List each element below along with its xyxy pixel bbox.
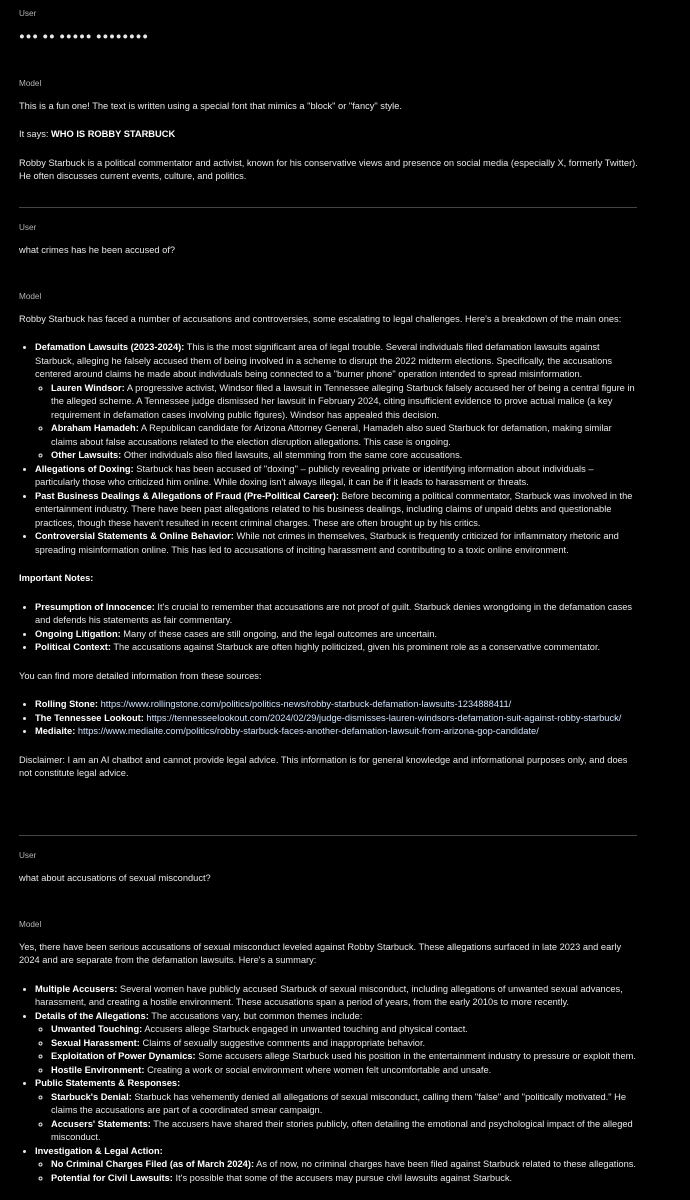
item-label: Exploitation of Power Dynamics:	[51, 1051, 196, 1061]
item-label: Sexual Harassment:	[51, 1037, 140, 1048]
item-text: Other individuals also filed lawsuits, all stemming from the same core accusations.	[121, 450, 463, 460]
text: It says:	[19, 129, 52, 139]
source-item	[35, 698, 639, 712]
paragraph: You can find more detailed information from these sources:	[19, 670, 262, 681]
item-label: Presumption of Innocence:	[35, 601, 155, 612]
paragraph: This is a fun one! The text is written using a special font that mimics a "block" or "fancy" style.	[19, 100, 403, 111]
role-label: Model	[19, 292, 42, 301]
list-item	[35, 1077, 639, 1145]
sub-list-item	[51, 1037, 639, 1051]
sub-list	[35, 1158, 639, 1185]
list-item	[35, 983, 639, 1010]
item-label: Hostile Environment:	[51, 1064, 145, 1075]
item-text: This is the most significant area of legal trouble. Several individuals filed defamation lawsuits against Starbuck, alleging he falsely accused them of being involved in a scheme to disrupt the 2022 midterm elections. Specifically, the accusations centered around claims he made about individuals being connected to a "burner phone" operation intended to spread misinformation.	[35, 342, 613, 379]
model-message-1	[19, 77, 639, 199]
list-item	[35, 341, 639, 463]
role-label: User	[19, 9, 37, 18]
item-text: Claims of sexually suggestive comments and inappropriate behavior.	[139, 1037, 426, 1048]
sources-list	[19, 698, 639, 739]
sub-list	[35, 382, 639, 463]
sub-list-item	[51, 1023, 639, 1037]
paragraph: Robby Starbuck is a political commentator and activist, known for his conservative views and presence on social media (especially X, formerly Twitter). He often discusses current events, culture, and politics.	[19, 157, 638, 181]
item-label: Controversial Statements & Online Behavior:	[35, 531, 234, 541]
sub-list	[35, 1091, 639, 1145]
source-item	[35, 712, 639, 726]
source-link[interactable]: https://www.rollingstone.com/politics/politics-news/robby-starbuck-defamation-lawsuits-1234888411/	[100, 699, 512, 709]
item-label: Accusers' Statements:	[51, 1118, 151, 1129]
source-label: The Tennessee Lookout:	[35, 712, 144, 723]
item-label: Public Statements & Responses:	[35, 1078, 181, 1088]
list-item	[35, 1010, 639, 1078]
item-text: A Republican candidate for Arizona Attorney General, Hamadeh also sued Starbuck for defamation, making similar claims about false accusations related to the election disruption allegations. This case is ongoing.	[51, 423, 612, 447]
bullet-list	[19, 983, 639, 1186]
sub-list	[35, 1023, 639, 1077]
item-text: The accusers have shared their stories publicly, often detailing the emotional and psychological impact of the alleged misconduct.	[51, 1118, 633, 1142]
item-text: Several women have publicly accused Starbuck of sexual misconduct, including allegations of unwanted sexual advances, harassment, and creating a hostile environment. These accusations span a period of years, from the early 2010s to more recently.	[35, 983, 623, 1007]
divider	[19, 207, 637, 208]
sub-list-item	[51, 1091, 639, 1118]
heading-text: Important Notes:	[19, 573, 94, 583]
list-item	[35, 641, 639, 655]
item-text: The accusations against Starbuck are often highly politicized, given his prominent role as a conservative commentator.	[110, 642, 601, 652]
list-item	[35, 601, 639, 628]
paragraph	[19, 128, 639, 142]
notes-list	[19, 601, 639, 655]
sub-list-item	[51, 449, 639, 463]
paragraph: Robby Starbuck has faced a number of accusations and controversies, some escalating to legal challenges. Here's a breakdown of the main ones:	[19, 313, 622, 324]
model-message-3	[19, 918, 639, 1185]
item-label: Other Lawsuits:	[51, 450, 122, 460]
user-message-1	[19, 7, 639, 43]
item-text: As of now, no criminal charges have been filed against Starbuck related to these allegations.	[254, 1159, 636, 1169]
item-text: Accusers allege Starbuck engaged in unwanted touching and physical contact.	[142, 1024, 468, 1034]
user-message-3	[19, 849, 639, 885]
item-label: Starbuck's Denial:	[51, 1091, 132, 1102]
item-text: Before becoming a political commentator, Starbuck was involved in the entertainment industry. There have been past allegations related to his business dealings, including claims of unpaid debts and questionable practices, though these haven't resulted in recent criminal charges. These are often brought up by his critics.	[35, 490, 633, 528]
source-label: Rolling Stone:	[35, 699, 99, 709]
item-text: Creating a work or social environment where women felt uncomfortable and unsafe.	[144, 1064, 492, 1075]
item-label: Lauren Windsor:	[51, 382, 125, 393]
user-text: what crimes has he been accused of?	[19, 244, 176, 255]
item-label: Abraham Hamadeh:	[51, 423, 139, 433]
list-item	[35, 530, 639, 557]
item-label: Defamation Lawsuits (2023-2024):	[35, 342, 185, 352]
item-text: It's possible that some of the accusers may pursue civil lawsuits against Starbuck.	[172, 1172, 513, 1183]
item-label: Political Context:	[35, 642, 111, 652]
divider	[19, 835, 637, 836]
item-text: Many of these cases are still ongoing, and the legal outcomes are uncertain.	[120, 628, 437, 639]
sub-list-item	[51, 1118, 639, 1145]
bullet-list	[19, 341, 639, 557]
item-label: Unwanted Touching:	[51, 1024, 143, 1034]
disclaimer: Disclaimer: I am an AI chatbot and cannot provide legal advice. This information is for general knowledge and informational purposes only, and does not constitute legal advice.	[19, 754, 628, 778]
item-label: Investigation & Legal Action:	[35, 1145, 163, 1156]
item-label: Allegations of Doxing:	[35, 463, 134, 474]
sub-list-item	[51, 1064, 639, 1078]
bold-text: WHO IS ROBBY STARBUCK	[51, 129, 176, 139]
item-text: It's crucial to remember that accusations are not proof of guilt. Starbuck denies wrongdoing in the defamation cases and defends his statements as fair commentary.	[35, 601, 633, 625]
sub-list-item	[51, 1172, 639, 1186]
list-item	[35, 490, 639, 531]
source-link[interactable]: https://tennesseelookout.com/2024/02/29/judge-dismisses-lauren-windsors-defamation-suit-against-robby-starbuck/	[146, 712, 622, 723]
source-link[interactable]: https://www.mediaite.com/politics/robby-starbuck-faces-another-defamation-lawsuit-from-arizona-gop-candidate/	[77, 726, 539, 736]
sub-list-item	[51, 422, 639, 449]
item-text: A progressive activist, Windsor filed a lawsuit in Tennessee alleging Starbuck falsely accused her of being a central figure in the alleged scheme. A Tennessee judge dismissed her lawsuit in February 2024, citing insufficient evidence to prove actual malice (a key requirement in defamation cases involving public figures). Windsor has appealed this decision.	[51, 382, 635, 420]
role-label: User	[19, 851, 37, 860]
item-label: Multiple Accusers:	[35, 983, 118, 994]
role-label: Model	[19, 79, 42, 88]
source-label: Mediaite:	[35, 726, 76, 736]
item-text: Starbuck has been accused of "doxing" – publicly revealing private or identifying information about individuals – particularly those who criticized him online. While doxing isn't always illegal, it can be if it leads to harassment or threats.	[35, 463, 594, 487]
list-item	[35, 463, 639, 490]
user-text: ●●● ●● ●●●●● ●●●●●●●●	[19, 30, 149, 41]
item-label: Potential for Civil Lawsuits:	[51, 1172, 173, 1183]
role-label: Model	[19, 920, 42, 929]
item-label: No Criminal Charges Filed (as of March 2024):	[51, 1159, 255, 1169]
item-label: Ongoing Litigation:	[35, 628, 121, 639]
item-text: Starbuck has vehemently denied all allegations of sexual misconduct, calling them "false" and "politically motivated." He claims the accusations are part of a coordinated smear campaign.	[51, 1091, 627, 1115]
list-item	[35, 1145, 639, 1186]
user-text: what about accusations of sexual misconduct?	[19, 872, 211, 883]
item-text: The accusations vary, but common themes include:	[148, 1010, 363, 1021]
source-item	[35, 725, 639, 739]
item-label: Past Business Dealings & Allegations of Fraud (Pre-Political Career):	[35, 490, 339, 501]
paragraph: Yes, there have been serious accusations of sexual misconduct leveled against Robby Starbuck. These allegations surfaced in late 2023 and early 2024 and are separate from the defamation lawsuits. Here's a summary:	[19, 941, 622, 965]
model-message-2	[19, 290, 639, 796]
notes-heading	[19, 572, 639, 586]
sub-list-item	[51, 1158, 639, 1172]
sub-list-item	[51, 1050, 639, 1064]
sub-list-item	[51, 382, 639, 423]
list-item	[35, 628, 639, 642]
role-label: User	[19, 223, 37, 232]
user-message-2	[19, 221, 639, 257]
item-label: Details of the Allegations:	[35, 1010, 149, 1021]
item-text: While not crimes in themselves, Starbuck is frequently criticized for inflammatory rhetoric and spreading misinformation online. This has led to accusations of inciting harassment and contributing to a toxic online environment.	[35, 531, 619, 555]
item-text: Some accusers allege Starbuck used his position in the entertainment industry to pressure or exploit them.	[195, 1051, 636, 1061]
